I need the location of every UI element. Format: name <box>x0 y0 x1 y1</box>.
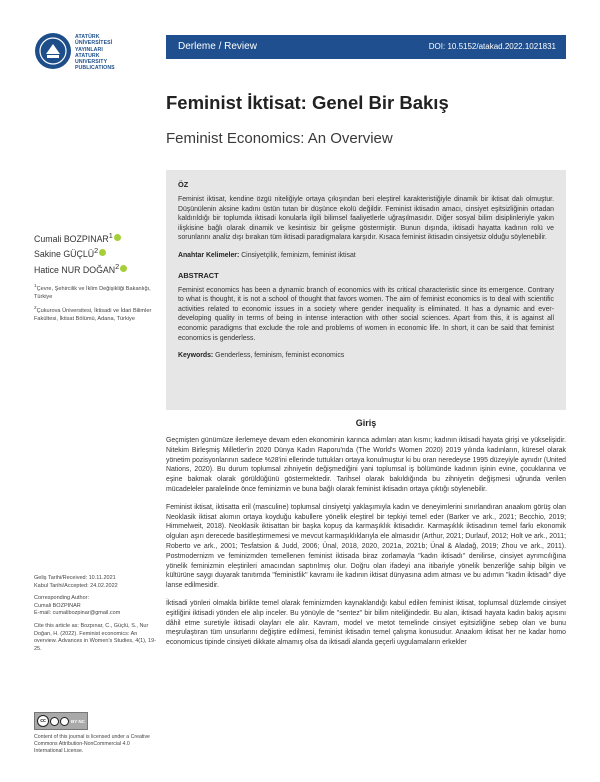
by-icon <box>50 717 59 726</box>
author-entry <box>34 261 159 276</box>
oz-keywords <box>178 251 554 261</box>
corr-email[interactable]: E-mail: cumalibozpinar@gmail.com <box>34 610 121 617</box>
oz-keywords-label: Anahtar Kelimeler: <box>178 251 240 259</box>
cc-badge-label: BY NC <box>71 718 85 724</box>
affiliation <box>34 304 159 323</box>
author-entry <box>34 230 159 245</box>
corr-label: Corresponding Author: <box>34 595 90 602</box>
article-meta <box>34 575 159 658</box>
article-title: Feminist İktisat: Genel Bir Bakış <box>166 92 449 113</box>
logo-line: ÜNİVERSİTESİ <box>75 40 113 47</box>
body-paragraph: Feminist iktisat, iktisatta eril (masculine) toplumsal cinsiyetçi yaklaşımıyla kadın ve deneyimlerini sınırlandıran anaakım görüş olan Neoklasik iktisat akımın ortaya koyduğu kabullere yönelik eleştirel bir tepkiyi temel eder (Barker ve ark., 2021; Becchio, 2019; Himmelweit, 2018). Neoklasik iktisattan bir başka kopuş da karmaşıklık iktisadıdır. Karmaşıklık iktisadının temel farkı ekonomik olguları aşırı derecede basitleştirmemesi ve mevcut karmaşıklıklarıyla ele almasıdır (Arthur, 2021; Durlauf, 2012; Holt ve ark., 2011; Roberto ve ark., 2001; Tesfatsion & Judd, 2006; Ünal, 2018, 2020, 2021a, 2021b; Ünal & Aladağ, 2019; Zhou ve ark., 2011). Postmodernizm ve feminizmden temellenen feminist iktisada biraz zorlamayla "kadın iktisadı" denilirse, cinsiyet ayrımcılığına yönelik feminizmin eleştirileri amacından saptırılmış olur. Doğru olan ifadeyi ana itibariyle yönelik benzerliğe sahip bilgin ve kültürüne saygı duyarak tanıtımda "feministlik" kavramı ile kadının iktisat dünyasına adım atması ve bu adımın "kadın iktisadı" diye lanse edilmesidir. <box>166 503 566 590</box>
doi-link[interactable]: DOI: 10.5152/atakad.2022.1021831 <box>428 42 556 51</box>
orcid-icon[interactable] <box>120 265 127 272</box>
affiliation-sup: 1 <box>34 283 37 289</box>
section-heading: Giriş <box>355 418 377 428</box>
corr-name: Cumali BOZPINAR <box>34 602 81 609</box>
oz-heading: ÖZ <box>178 180 189 189</box>
corresponding-author <box>34 595 159 618</box>
logo-line: ATATURK <box>75 52 100 59</box>
license-block <box>34 712 159 754</box>
affiliation <box>34 282 159 301</box>
publisher-name <box>75 34 147 72</box>
nc-icon <box>60 717 69 726</box>
article-header-bar <box>166 35 566 59</box>
author-name: Hatice NUR DOĞAN <box>34 264 116 275</box>
citation: Cite this article as: Bozpınar, C., Güçlü, S., Nur Doğan, H. (2022). Feminist economics: An overview. Advances in Women's Studies, 4(1), 19-25. <box>34 622 157 652</box>
university-seal-icon <box>34 32 72 70</box>
cc-icon: cc <box>37 715 49 727</box>
author-sup: 1 <box>108 231 113 240</box>
article-subtitle: Feminist Economics: An Overview <box>166 130 393 147</box>
abstract-heading: ABSTRACT <box>178 270 219 280</box>
author-list <box>34 230 159 323</box>
received-date: Geliş Tarihi/Received: 10.11.2021 <box>34 575 116 581</box>
logo-line: PUBLICATIONS <box>75 65 115 72</box>
logo-line: UNIVERSITY <box>75 59 108 66</box>
affiliation-sup: 2 <box>34 305 37 311</box>
cc-license-badge[interactable] <box>34 712 88 730</box>
body-paragraph: Geçmişten günümüze ilerlemeye devam eden ekonominin karınca adımları atan kısmı; kadının iktisadi hayata girişi ve yükselişidir. Nitekim Birleşmiş Milletler'in 2020 Dünya Kadın Raporu'nda (The World's Women 2020) 2019 yılında kadınların, küresel olarak yönetim pozisyonlarının sadece %28'ini ellerinde tuttukları ortaya konulmuştur ki bu oran neredeyse 1995 düzeyiyle aynıdır (United Nations, 2020). Bu durum toplumsal zihniyetin değişmediğini yani toplumsal iş bölümünde kadının işinin evine, çocuklarına ve eşine bakmak olarak görüldüğünü göstermektedir. Tarihsel olarak bakıldığında bu zihniyetin değişmesi uğrunda verilen mücadeleler paralelinde önce feminizmin ve buna bağlı olarak feminist iktisadın ortaya çıktığı söylenebilir. <box>166 437 566 493</box>
abstract-keywords-value: Genderless, feminism, feminist economics <box>215 352 345 360</box>
author-entry <box>34 245 159 260</box>
abstract-keywords-label: Keywords: <box>178 352 214 360</box>
dates <box>34 575 159 590</box>
orcid-icon[interactable] <box>114 234 121 241</box>
orcid-icon[interactable] <box>99 249 106 256</box>
abstract-keywords <box>178 351 554 361</box>
abstract-box <box>166 170 566 410</box>
oz-text: Feminist iktisat, kendine özgü niteliğiyle ortaya çıkışından beri eleştirel karakteristiğiyle dinamik bir iktisat dalı olmuştur. Düşünülenin aksine kadını üstün tutan bir düşünce ekolü değildir. Feminist iktisadın amacı, cinsiyet eşitsizliğinin ortadan kaldırıldığı bir toplumda iktisadi konularla ilgili bilimsel faaliyetlerle uğraşılmasıdır. Diğer sosyal bilim disiplinleriyle yakın ilişkisine bağlı olarak dinamik ve kesintisiz bir gelişme göstermiştir. Bunun dışında, iktisadi hayatta kadının rolü ve sorunlarını analiz dışı bırakan tüm iktisadi paradigmalara karşıdır. Kısaca feminist iktisadın cinsiyetsiz olduğu söylenebilir. <box>178 196 554 242</box>
logo-line: ATATÜRK <box>75 34 100 40</box>
affiliation-text: Çevre, Şehircilik ve İklim Değişikliği Bakanlığı, Türkiye <box>34 286 151 300</box>
author-sup: 2 <box>115 261 120 271</box>
author-sup: 2 <box>94 246 99 256</box>
affiliation-text: Çukurova Üniversitesi, İktisadi ve İdari Bilimler Fakültesi, İktisat Bölümü, Adana, Türkiye <box>34 308 152 322</box>
publisher-logo <box>34 32 144 80</box>
oz-keywords-value: Cinsiyetçilik, feminizm, feminist iktisat <box>241 251 356 259</box>
abstract-text: Feminist economics has been a dynamic branch of economics with its critical characteristic since its emergence. Contrary to what is thought, it is not a school of thought that favors women. The aim of feminist economics is to deal with scientific activities related to economic issues in a society where gender inequality is eliminated. It has a dynamic and ever-developing quality in terms of being in intense interaction with other social sciences. Apart from this, it is against all economic paradigms that exclude the role and problems of women in economic life. In short, it can be said that feminist economics is genderless. <box>178 286 554 342</box>
body-paragraph: İktisadi yönleri olmakla birlikte temel olarak feminizmden kaynaklandığı kabul edilen feminist iktisat, toplumsal düzlemde cinsiyet eşitliğini iktisadi yönden ele alıp inceler. Bu yönüyle de "sentez" bir bilim niteliğindedir. Bu alan, iktisadi hayata kadın bakış açısını dâhil etme suretiyle iktisadi olayları ele alır. Kavram, model ve metot temelinde cinsiyet eşitsizliğine sebep olan ve bunu meşrulaştıran tüm unsurlarını değiştire edilmesi, feminist iktisadın temel çalışma konusudur. Anaakım iktisat her ne kadar homo economicus tipinde cinsiyeti dikkate almamış olsa da iktisadi alanda geçerli uygulamaların erkekler <box>166 599 566 647</box>
article-body <box>166 418 566 656</box>
logo-line: YAYINLARI <box>75 46 103 53</box>
author-name: Cumali BOZPINAR <box>34 233 109 244</box>
accepted-date: Kabul Tarihi/Accepted: 24.02.2022 <box>34 582 118 589</box>
author-name: Sakine GÜÇLÜ <box>34 249 95 260</box>
article-type: Derleme / Review <box>178 41 257 52</box>
license-text: Content of this journal is licensed under a Creative Commons Attribution-NonCommercial 4.0 International License. <box>34 734 150 754</box>
